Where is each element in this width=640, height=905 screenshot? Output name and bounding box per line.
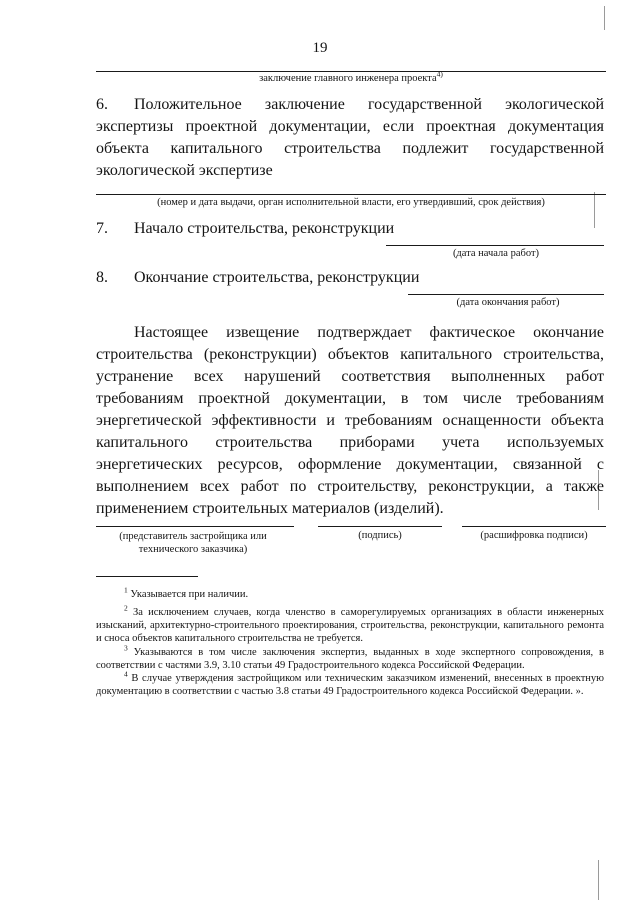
item-8-number: 8. [96,269,108,286]
signature-caption: (подпись) [358,530,402,541]
item-8-text: Окончание строительства, реконструкции [134,269,420,286]
scan-edge-mark-bottom [598,860,599,900]
item-6-text [96,94,604,182]
footnote-separator [96,576,198,577]
decoding-caption: (расшифровка подписи) [480,530,588,541]
item-6-caption: (номер и дата выдачи, орган исполнительной власти, его утвердивший, срок действия) [157,197,545,208]
item-7-number: 7. [96,220,108,237]
top-caption [96,69,606,84]
item-7-line [386,245,604,246]
footnote-2-text: За исключением случаев, когда членство в саморегулируемых организациях в области инженерных изысканий, архитектурно-строительного проектирования, строительства, реконструкции, капитального ремонта и сноса объектов капитального строительства не требуется. [96,607,605,644]
statement-paragraph: Настоящее извещение подтверждает фактическое окончание строительства (реконструкции) объектов капитального строительства, устранение всех нарушений соответствия выполненных работ требованиям проектной документации, в том числе требованиям энергетической эффективности и требованиям оснащенности объекта капитального строительства приборами учета используемых энергетических ресурсов, оформление документации, связанной с выполнением всех работ по строительству, реконструкции, а также применением строительных материалов (изделий). [96,324,604,517]
top-caption-footnote-ref: 4) [436,69,443,79]
item-6-number: 6. [96,96,108,113]
top-caption-text: заключение главного инженера проекта [259,73,437,84]
item-8-caption: (дата окончания работ) [456,297,560,308]
top-caption-line [96,71,606,72]
signature-line [318,526,442,527]
footnote-2 [96,603,605,645]
footnote-4-mark: 4 [124,669,128,679]
item-7-caption: (дата начала работ) [452,248,540,259]
footnote-3-mark: 3 [124,643,128,653]
footnote-1 [96,585,604,601]
footnote-4 [96,669,605,698]
footnote-2-mark: 2 [124,603,128,613]
representative-line [96,526,294,527]
decoding-line [462,526,606,527]
page-number: 19 [312,40,328,56]
item-7-text: Начало строительства, реконструкции [134,220,395,237]
item-6-text-content: Положительное заключение государственной экологической экспертизы проектной документации, если проектная документация объекта капитального строительства подлежит государственной экологической экспертизе [96,96,604,179]
item-6-line [96,194,606,195]
footnote-1-mark: 1 [124,585,128,595]
representative-caption: (представитель застройщика или технического заказчика) [119,531,267,555]
scan-edge-mark-top [604,6,605,30]
footnote-1-text: Указывается при наличии. [130,589,249,600]
item-8-line [408,294,604,295]
footnote-3-text: Указываются в том числе заключения экспертиз, выданных в ходе экспертного сопровождения, в соответствии с частями 3.9, 3.10 статьи 49 Градостроительного кодекса Российской Федерации. [96,647,604,671]
footnote-3 [96,643,604,672]
footnote-4-text: В случае утверждения застройщиком или техническим заказчиком изменений, внесенных в проектную документацию в соответствии с частью 3.8 статьи 49 Градостроительного кодекса Российской Федерации. ». [96,673,605,697]
